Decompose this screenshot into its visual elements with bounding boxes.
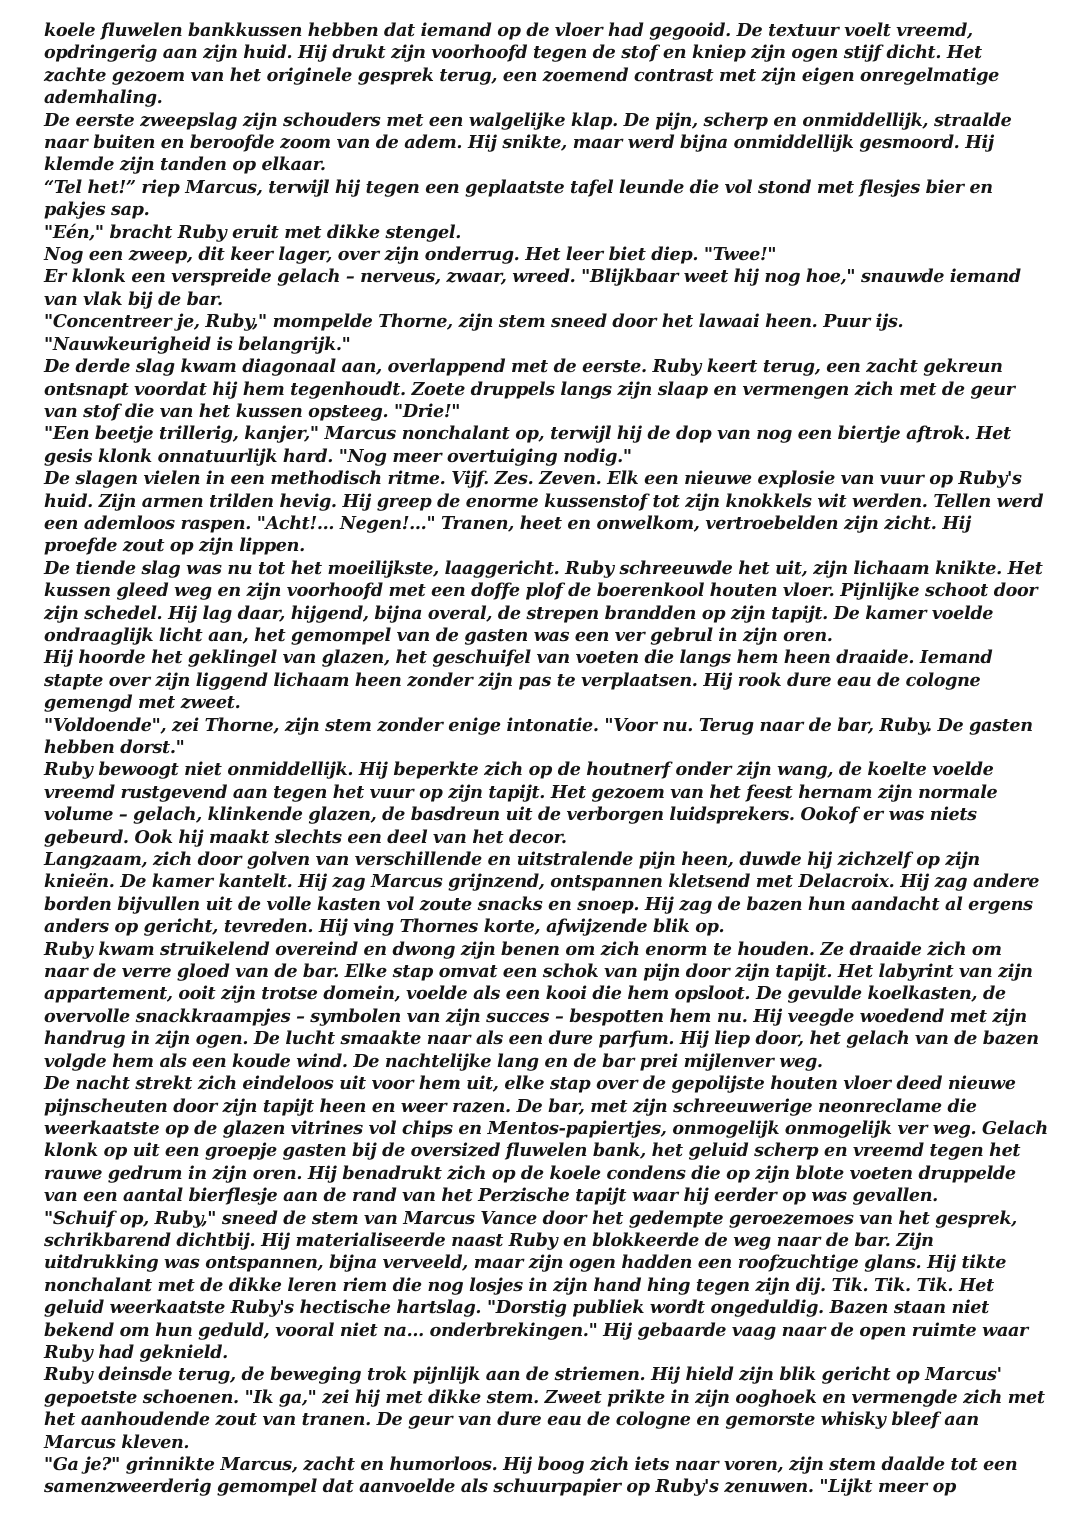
paragraph: Ruby deinsde terug, de beweging trok pijnlijk aan de striemen. Hij hield zijn blik gericht op Marcus' gepoetste schoenen. "Ik ga," zei hij met dikke stem. Zweet prikte in zijn ooghoek en vermengde zich met het aanhoudende zout van tranen. De geur van dure eau de cologne en gemorste whisky bleef aan Marcus kleven. xyxy=(44,1364,1045,1453)
paragraph: De eerste zweepslag zijn schouders met een walgelijke klap. De pijn, scherp en onmiddellijk, straalde naar buiten en beroofde zoom van de adem. Hij snikte, maar werd bijna onmiddellijk gesmoord. Hij klemde zijn tanden op elkaar. xyxy=(44,109,1012,176)
paragraph: Ruby kwam struikelend overeind en dwong zijn benen om zich enorm te houden. Ze draaide zich om naar de verre gloed van de bar. Elke stap omvat een schok van pijn door zijn tapijt. Het labyrint van zijn appartement, ooit zijn trotse domein, voelde als een kooi die hem opsloot. De gevulde koelkasten, de overvolle snackkraampjes – symbolen van zijn succes – bespotten hem nu. Hij veegde woedend met zijn handrug in zijn ogen. De lucht smaakte naar als een dure parfum. Hij liep door, het gelach van de bazen volgde hem als een koude wind. De nachtelijke lang en de bar prei mijlenver weg. xyxy=(44,938,1039,1072)
paragraph: "Ga je?" grinnikte Marcus, zacht en humorloos. Hij boog zich iets naar voren, zijn stem daalde tot een samenzweerderig gemompel dat aanvoelde als schuurpapier op Ruby's zenuwen. "Lijkt meer op xyxy=(44,1454,1018,1498)
paragraph: "Eén," bracht Ruby eruit met dikke stengel. xyxy=(44,221,461,243)
paragraph: Ruby bewoogt niet onmiddellijk. Hij beperkte zich op de houtnerf onder zijn wang, de koelte voelde vreemd rustgevend aan tegen het vuur op zijn tapijt. Het gezoem van het feest hernam zijn normale volume – gelach, klinkende glazen, de basdreun uit de verborgen luidsprekers. Ookof er was niets gebeurd. Ook hij maakt slechts een deel van het decor. xyxy=(44,759,998,848)
paragraph: De tiende slag was nu tot het moeilijkste, laaggericht. Ruby schreeuwde het uit, zijn lichaam knikte. Het kussen gleed weg en zijn voorhoofd met een doffe plof de boerenkool houten vloer. Pijnlijke schoot door zijn schedel. Hij lag daar, hijgend, bijna overal, de strepen brandden op zijn tapijt. De kamer voelde ondraaglijk licht aan, het gemompel van de gasten was een ver gebrul in zijn oren. xyxy=(44,557,1043,646)
paragraph: "Schuif op, Ruby," sneed de stem van Marcus Vance door het gedempte geroezemoes van het gesprek, schrikbarend dichtbij. Hij materialiseerde naast Ruby en blokkeerde de weg naar de bar. Zijn uitdrukking was ontspannen, bijna verveeld, maar zijn ogen hadden een roofzuchtige glans. Hij tikte nonchalant met de dikke leren riem die nog losjes in zijn hand hing tegen zijn dij. Tik. Tik. Tik. Het geluid weerkaatste Ruby's hectische hartslag. "Dorstig publiek wordt ongeduldig. Bazen staan niet bekend om hun geduld, vooral niet na... onderbrekingen." Hij gebaarde vaag naar de open ruimte waar Ruby had geknield. xyxy=(44,1207,1028,1363)
paragraph: De slagen vielen in een methodisch ritme. Vijf. Zes. Zeven. Elk een nieuwe explosie van vuur op Ruby's huid. Zijn armen trilden hevig. Hij greep de enorme kussenstof tot zijn knokkels wit werden. Tellen werd een ademloos raspen. "Acht!... Negen!..." Tranen, heet en onwelkom, vertroebelden zijn zicht. Hij proefde zout op zijn lippen. xyxy=(44,468,1044,557)
paragraph: De derde slag kwam diagonaal aan, overlappend met de eerste. Ruby keert terug, een zacht gekreun ontsnapt voordat hij hem tegenhoudt. Zoete druppels langs zijn slaap en vermengen zich met de geur van stof die van het kussen opsteeg. "Drie!" xyxy=(44,356,1015,422)
paragraph: "Voldoende", zei Thorne, zijn stem zonder enige intonatie. "Voor nu. Terug naar de bar, Ruby. De gasten hebben dorst." xyxy=(44,714,1033,758)
paragraph: De nacht strekt zich eindeloos uit voor hem uit, elke stap over de gepolijste houten vloer deed nieuwe pijnscheuten door zijn tapijt heen en weer razen. De bar, met zijn schreeuwerige neonreclame die weerkaatste op de glazen vitrines vol chips en Mentos-papiertjes, onmogelijk onmogelijk ver weg. Gelach klonk op uit een groepje gasten bij de oversized fluwelen bank, het geluid scherp en vreemd tegen het rauwe gedrum in zijn oren. Hij benadrukt zich op de koele condens die op zijn blote voeten druppelde van een aantal bierflesje aan de rand van het Perzische tapijt waar hij eerder op was gevallen. xyxy=(44,1073,1048,1207)
paragraph: Hij hoorde het geklingel van glazen, het geschuifel van voeten die langs hem heen draaide. Iemand stapte over zijn liggend lichaam heen zonder zijn pas te verplaatsen. Hij rook dure eau de cologne gemengd met zweet. xyxy=(44,647,993,714)
paragraph: “Tel het!” riep Marcus, terwijl hij tegen een geplaatste tafel leunde die vol stond met flesjes bier en pakjes sap. xyxy=(44,176,993,221)
paragraph: Er klonk een verspreide gelach – nerveus, zwaar, wreed. "Blijkbaar weet hij nog hoe," snauwde iemand van vlak bij de bar. xyxy=(44,266,1021,310)
paragraph: Nog een zweep, dit keer lager, over zijn onderrug. Het leer biet diep. "Twee!" xyxy=(44,244,777,266)
paragraph: Langzaam, zich door golven van verschillende en uitstralende pijn heen, duwde hij zichzelf op zijn knieën. De kamer kantelt. Hij zag Marcus grijnzend, ontspannen kletsend met Delacroix. Hij zag andere borden bijvullen uit de volle kasten vol zoute snacks en snoep. Hij zag de bazen hun aandacht al ergens anders op gericht, tevreden. Hij ving Thornes korte, afwijzende blik op. xyxy=(44,849,1040,938)
paragraph: "Concentreer je, Ruby," mompelde Thorne, zijn stem sneed door het lawaai heen. Puur ijs. "Nauwkeurigheid is belangrijk." xyxy=(44,311,904,355)
paragraph: "Een beetje trillerig, kanjer," Marcus nonchalant op, terwijl hij de dop van nog een biertje aftrok. Het gesis klonk onnatuurlijk hard. "Nog meer overtuiging nodig." xyxy=(44,423,1011,467)
paragraph: koele fluwelen bankkussen hebben dat iemand op de vloer had gegooid. De textuur voelt vreemd, opdringerig aan zijn huid. Hij drukt zijn voorhoofd tegen de stof en kniep zijn ogen stijf dicht. Het zachte gezoem van het originele gesprek terug, een zoemend contrast met zijn eigen onregelmatige ademhaling. xyxy=(44,20,999,109)
